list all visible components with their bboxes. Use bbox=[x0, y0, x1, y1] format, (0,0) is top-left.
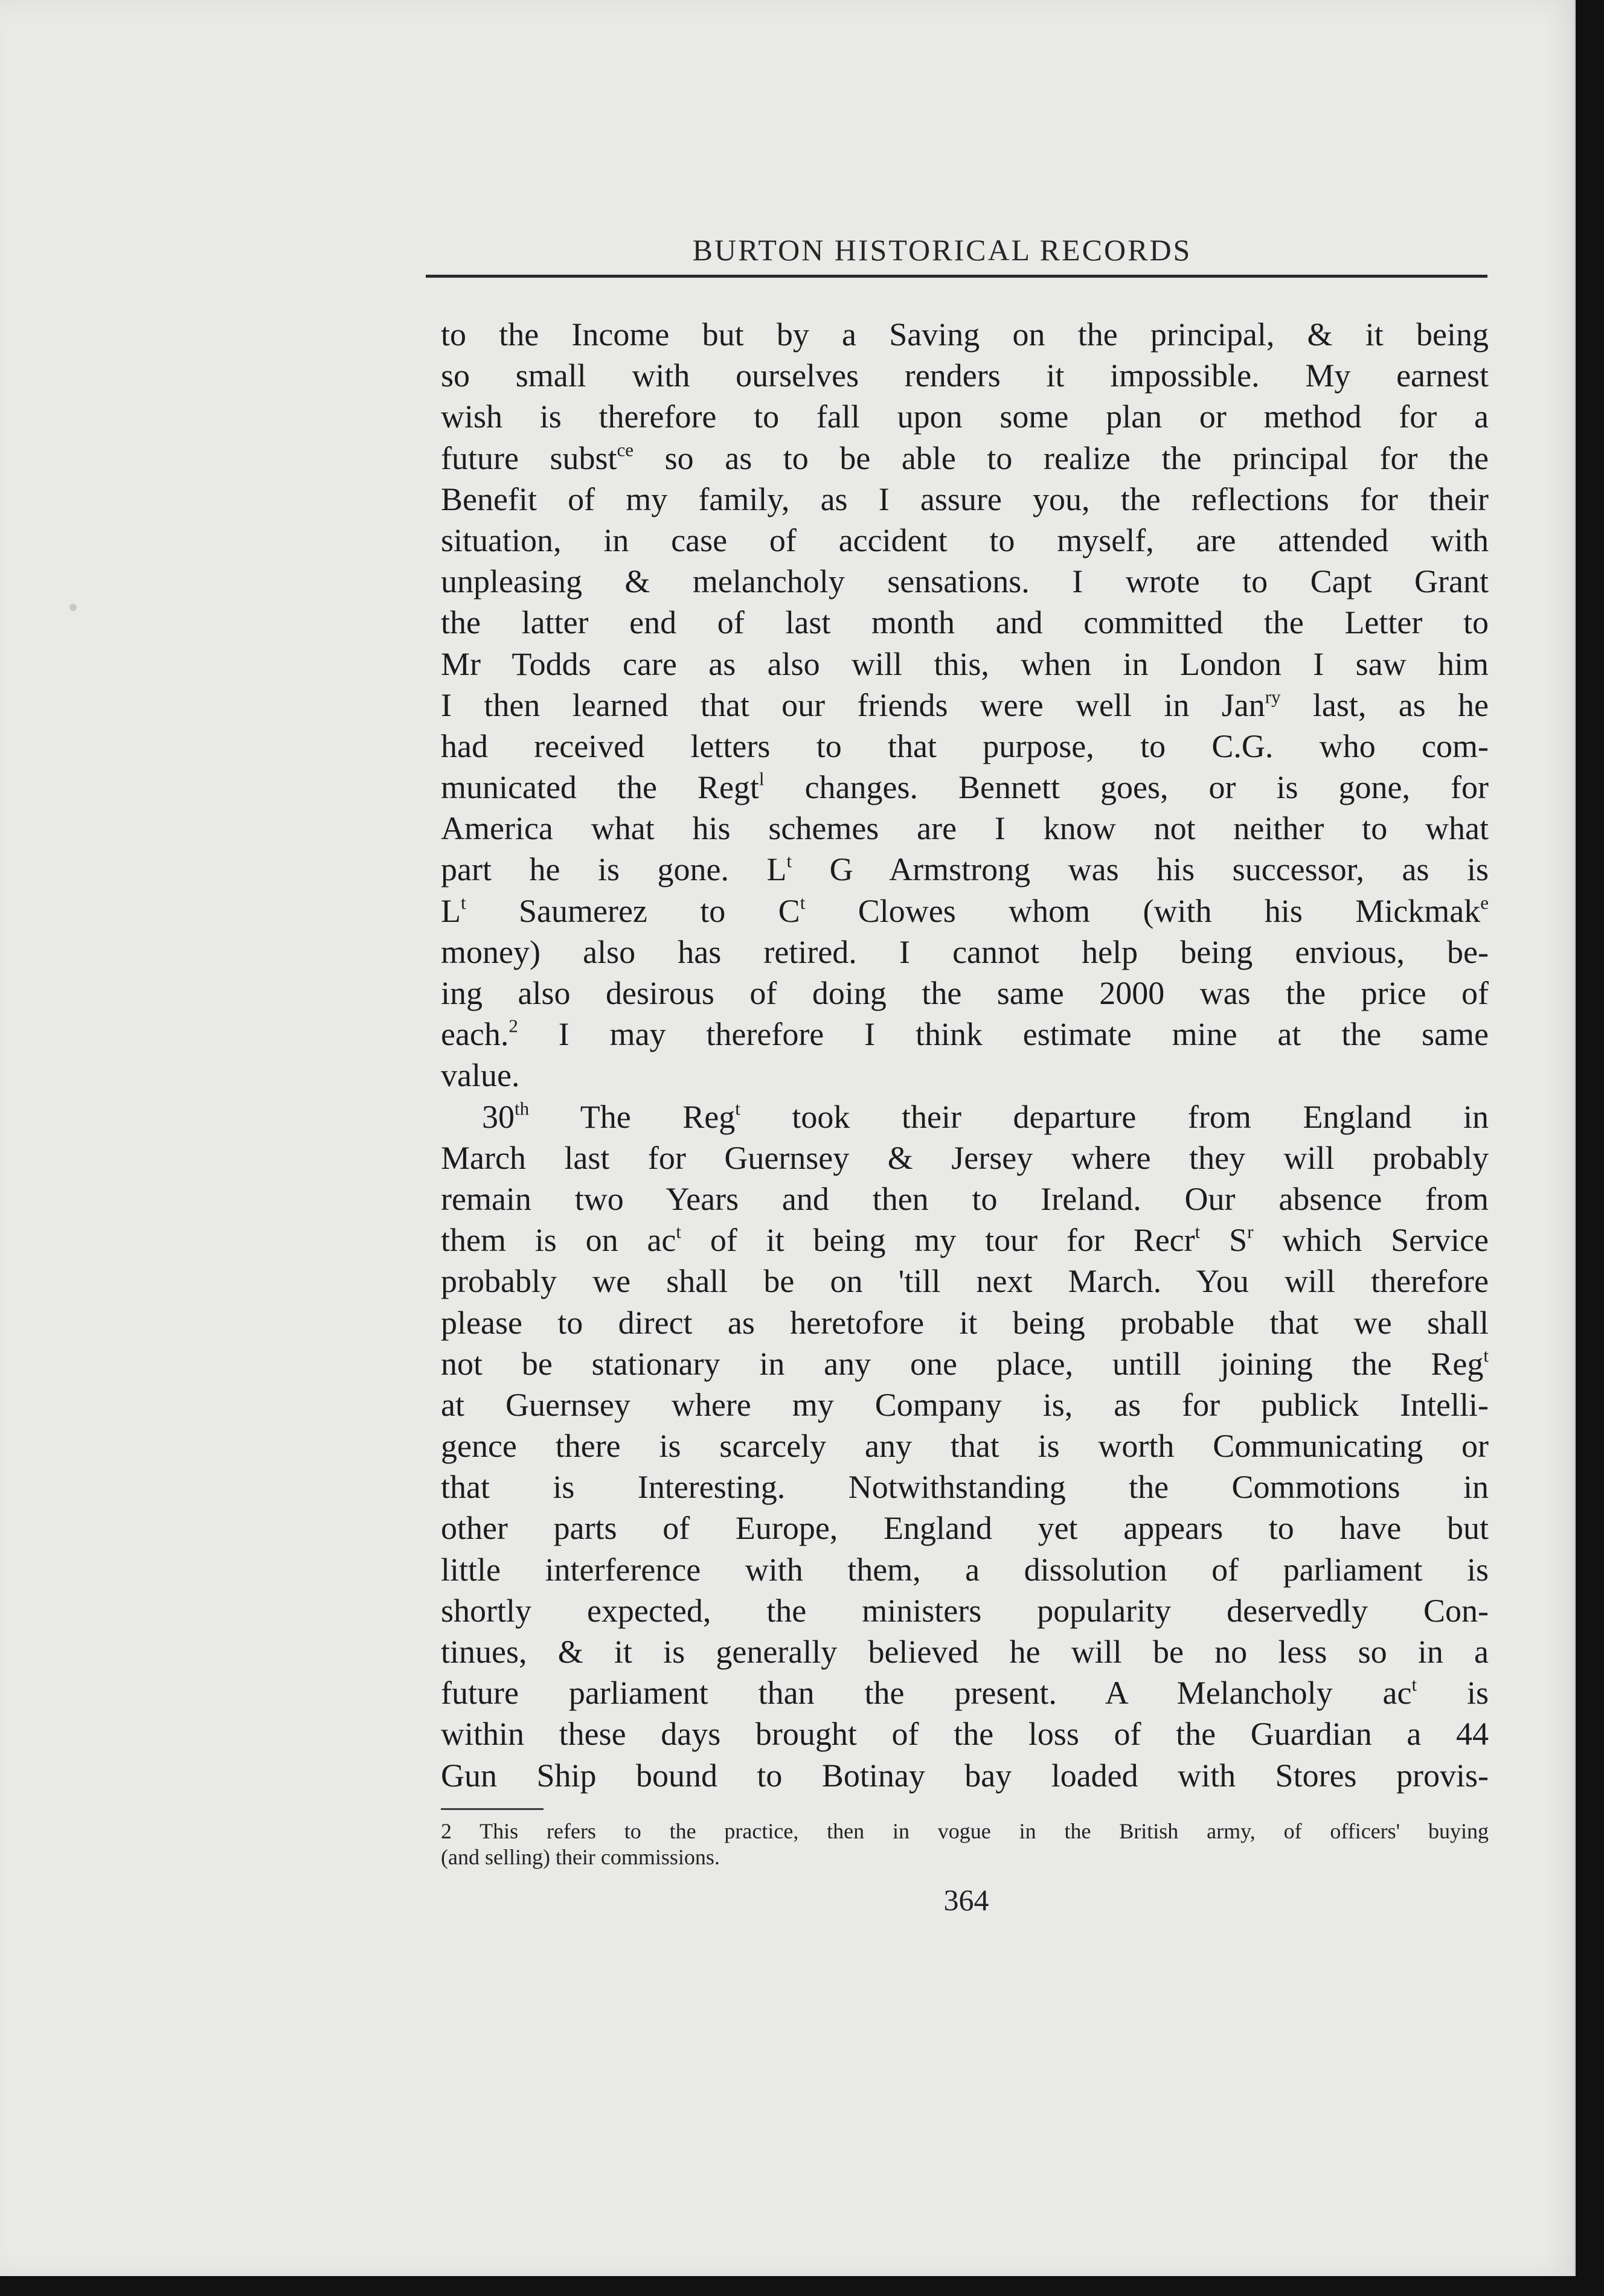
text-segment: (and selling) their commissions. bbox=[441, 1845, 720, 1869]
text-segment: shortly expected, the ministers popularity deservedly Con- bbox=[441, 1592, 1489, 1629]
body-line bbox=[441, 726, 1489, 767]
body-line bbox=[441, 1302, 1489, 1343]
text-segment: value. bbox=[441, 1057, 520, 1094]
text-segment: situation, in case of accident to myself, are attended with bbox=[441, 522, 1489, 558]
text-segment: them is on ac bbox=[441, 1222, 676, 1259]
text-segment: the latter end of last month and committed the Letter to bbox=[441, 604, 1489, 641]
body-line bbox=[441, 767, 1489, 808]
body-line bbox=[441, 602, 1489, 643]
page-number: 364 bbox=[943, 1883, 989, 1917]
superscript: t bbox=[1411, 1674, 1417, 1695]
text-segment: The Reg bbox=[529, 1098, 736, 1135]
text-segment: to the Income but by a Saving on the principal, & it being bbox=[441, 316, 1489, 353]
footnote bbox=[441, 1818, 1489, 1870]
text-segment: wish is therefore to fall upon some plan or method for a bbox=[441, 398, 1489, 435]
text-segment: that is Interesting. Notwithstanding the Commotions in bbox=[441, 1469, 1489, 1506]
body-line bbox=[441, 1631, 1489, 1672]
body-line bbox=[441, 1261, 1489, 1302]
text-segment: future parliament than the present. A Melancholy ac bbox=[441, 1675, 1412, 1712]
text-segment: is bbox=[1417, 1675, 1489, 1712]
text-segment: G Armstrong was his successor, as is bbox=[792, 851, 1489, 888]
text-segment: money) also has retired. I cannot help being envious, be- bbox=[441, 933, 1489, 970]
text-segment: so small with ourselves renders it impossible. My earnest bbox=[441, 357, 1489, 394]
body-line bbox=[441, 1343, 1489, 1384]
text-segment: S bbox=[1200, 1222, 1248, 1259]
text-segment: changes. Bennett goes, or is gone, for bbox=[764, 769, 1489, 806]
superscript: ce bbox=[617, 438, 634, 460]
text-segment: 30 bbox=[482, 1098, 515, 1135]
text-segment: future subst bbox=[441, 440, 617, 476]
text-segment: Saumerez to C bbox=[466, 892, 800, 929]
body-line bbox=[441, 1508, 1489, 1549]
text-segment: not be stationary in any one place, untill joining the Reg bbox=[441, 1345, 1484, 1382]
body-line bbox=[441, 1549, 1489, 1590]
superscript: t bbox=[786, 850, 792, 872]
superscript: r bbox=[1247, 1221, 1254, 1242]
text-segment: gence there is scarcely any that is worth Communicating or bbox=[441, 1428, 1489, 1465]
text-segment: tinues, & it is generally believed he will be no less so in a bbox=[441, 1634, 1489, 1670]
text-segment: Benefit of my family, as I assure you, the reflections for their bbox=[441, 481, 1489, 517]
body-line bbox=[441, 1220, 1489, 1261]
text-segment: which Service bbox=[1253, 1222, 1489, 1259]
text-segment: I then learned that our friends were well in Jan bbox=[441, 686, 1265, 723]
superscript: t bbox=[1483, 1345, 1489, 1366]
body-line bbox=[441, 1672, 1489, 1713]
body-line bbox=[441, 1713, 1489, 1754]
body-line bbox=[441, 396, 1489, 437]
body-line bbox=[441, 849, 1489, 890]
text-segment: remain two Years and then to Ireland. Our absence from bbox=[441, 1180, 1489, 1217]
superscript: ry bbox=[1265, 686, 1281, 707]
body-line bbox=[441, 1755, 1489, 1796]
text-segment: part he is gone. L bbox=[441, 851, 787, 888]
superscript: th bbox=[515, 1097, 530, 1119]
body-line bbox=[441, 561, 1489, 602]
body-line bbox=[441, 1178, 1489, 1220]
text-segment: had received letters to that purpose, to C.G. who com- bbox=[441, 727, 1489, 764]
body-line bbox=[441, 808, 1489, 849]
body-line bbox=[441, 1384, 1489, 1425]
superscript: l bbox=[759, 768, 765, 790]
body-line bbox=[441, 1425, 1489, 1466]
body-line bbox=[441, 1096, 1489, 1137]
body-line bbox=[441, 932, 1489, 973]
text-segment: 2 This refers to the practice, then in vogue in the British army, of officers' buying bbox=[441, 1819, 1489, 1843]
superscript: t bbox=[735, 1097, 740, 1119]
paper-speck bbox=[69, 604, 77, 611]
running-head: BURTON HISTORICAL RECORDS bbox=[692, 233, 1192, 267]
superscript: t bbox=[461, 891, 466, 913]
superscript: t bbox=[676, 1221, 682, 1242]
superscript: t bbox=[800, 891, 806, 913]
body-line bbox=[441, 314, 1489, 355]
text-segment: unpleasing & melancholy sensations. I wrote to Capt Grant bbox=[441, 563, 1489, 600]
text-segment: probably we shall be on 'till next March. You will therefore bbox=[441, 1263, 1489, 1300]
text-segment: Mr Todds care as also will this, when in London I saw him bbox=[441, 645, 1489, 682]
text-segment: Gun Ship bound to Botinay bay loaded with Stores provis- bbox=[441, 1757, 1489, 1794]
body-line bbox=[441, 520, 1489, 561]
footnote-line bbox=[441, 1844, 1489, 1870]
text-segment: at Guernsey where my Company is, as for publick Intelli- bbox=[441, 1386, 1489, 1423]
superscript: t bbox=[1195, 1221, 1201, 1242]
body-line bbox=[441, 1466, 1489, 1508]
text-segment: municated the Regt bbox=[441, 769, 759, 806]
body-line bbox=[441, 644, 1489, 685]
body-line bbox=[441, 479, 1489, 520]
body-line bbox=[441, 438, 1489, 479]
footnote-rule bbox=[441, 1808, 544, 1810]
text-segment: other parts of Europe, England yet appears to have but bbox=[441, 1510, 1489, 1547]
text-segment: L bbox=[441, 892, 461, 929]
body-line bbox=[441, 891, 1489, 932]
header-rule bbox=[426, 275, 1487, 278]
text-segment: took their departure from England in bbox=[740, 1098, 1489, 1135]
body-line bbox=[441, 1590, 1489, 1631]
text-segment: each. bbox=[441, 1016, 509, 1053]
body-line bbox=[441, 1137, 1489, 1178]
text-segment: I may therefore I think estimate mine at the same bbox=[518, 1016, 1489, 1053]
text-segment: of it being my tour for Recr bbox=[681, 1222, 1195, 1259]
body-line bbox=[441, 1055, 1489, 1096]
text-segment: March last for Guernsey & Jersey where they will probably bbox=[441, 1139, 1489, 1176]
body-line bbox=[441, 973, 1489, 1014]
text-segment: little interference with them, a dissolution of parliament is bbox=[441, 1551, 1489, 1588]
text-segment: America what his schemes are I know not neither to what bbox=[441, 810, 1489, 847]
body-line bbox=[441, 355, 1489, 396]
superscript: e bbox=[1480, 891, 1489, 913]
text-segment: Clowes whom (with his Mickmak bbox=[805, 892, 1481, 929]
text-segment: last, as he bbox=[1280, 686, 1489, 723]
text-segment: ing also desirous of doing the same 2000 was the price of bbox=[441, 975, 1489, 1011]
body-line bbox=[441, 685, 1489, 726]
text-segment: so as to be able to realize the principal for the bbox=[634, 440, 1489, 476]
footnote-line bbox=[441, 1818, 1489, 1844]
body-line bbox=[441, 1014, 1489, 1055]
text-segment: within these days brought of the loss of the Guardian a 44 bbox=[441, 1716, 1489, 1753]
body-text bbox=[441, 314, 1489, 1796]
superscript: 2 bbox=[508, 1015, 518, 1037]
text-segment: please to direct as heretofore it being probable that we shall bbox=[441, 1304, 1489, 1341]
